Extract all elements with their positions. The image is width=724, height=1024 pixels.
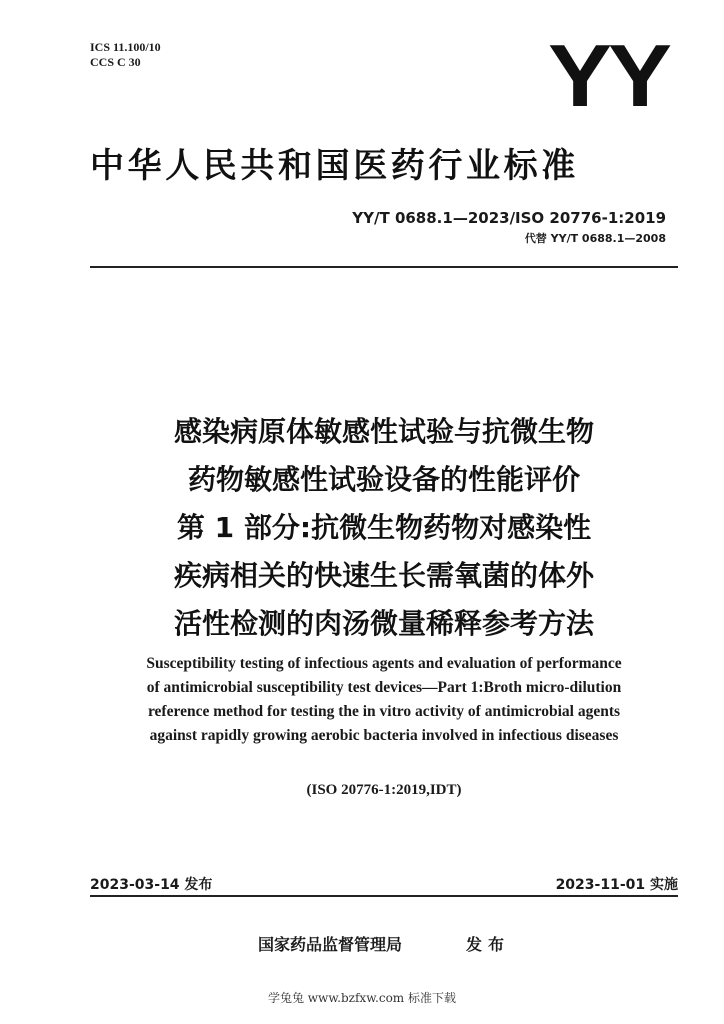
chinese-title-line: 活性检测的肉汤微量稀释参考方法 (173, 607, 594, 640)
english-title-line: Susceptibility testing of infectious agents and evaluation of performance (146, 655, 622, 672)
chinese-title-line: 第 1 部分:抗微生物药物对感染性 (176, 511, 592, 544)
header-divider (90, 266, 678, 268)
chinese-title-line: 疾病相关的快速生长需氧菌的体外 (173, 559, 594, 592)
english-title-line: of antimicrobial susceptibility test devices—Part 1:Broth micro-dilution (146, 679, 622, 696)
replaces-standard: 代替 YY/T 0688.1—2008 (524, 232, 666, 245)
ics-code: ICS 11.100/10 (90, 40, 161, 54)
issuing-authority: 国家药品监督管理局 (258, 935, 403, 954)
standard-number: YY/T 0688.1—2023/ISO 20776-1:2019 (352, 209, 666, 227)
watermark-footer: 学兔兔 www.bzfxw.com 标准下载 (267, 991, 457, 1005)
english-title-line: against rapidly growing aerobic bacteria involved in infectious diseases (149, 727, 619, 744)
yy-logo: YY (547, 27, 668, 126)
english-title-line: reference method for testing the in vitro activity of antimicrobial agents (147, 703, 621, 720)
implementation-date: 2023-11-01 实施 (555, 877, 678, 893)
chinese-title-line: 药物敏感性试验设备的性能评价 (187, 463, 580, 496)
publish-date: 2023-03-14 发布 (90, 877, 213, 893)
chinese-title-line: 感染病原体敏感性试验与抗微生物 (173, 415, 594, 448)
iso-equivalence: (ISO 20776-1:2019,IDT) (306, 782, 462, 798)
footer-divider (90, 895, 678, 897)
chinese-title (90, 408, 678, 648)
standard-category-title: 中华人民共和国医药行业标准 (90, 146, 579, 186)
issue-label: 发布 (466, 935, 511, 954)
english-title (90, 652, 678, 748)
ccs-code: CCS C 30 (90, 55, 141, 69)
